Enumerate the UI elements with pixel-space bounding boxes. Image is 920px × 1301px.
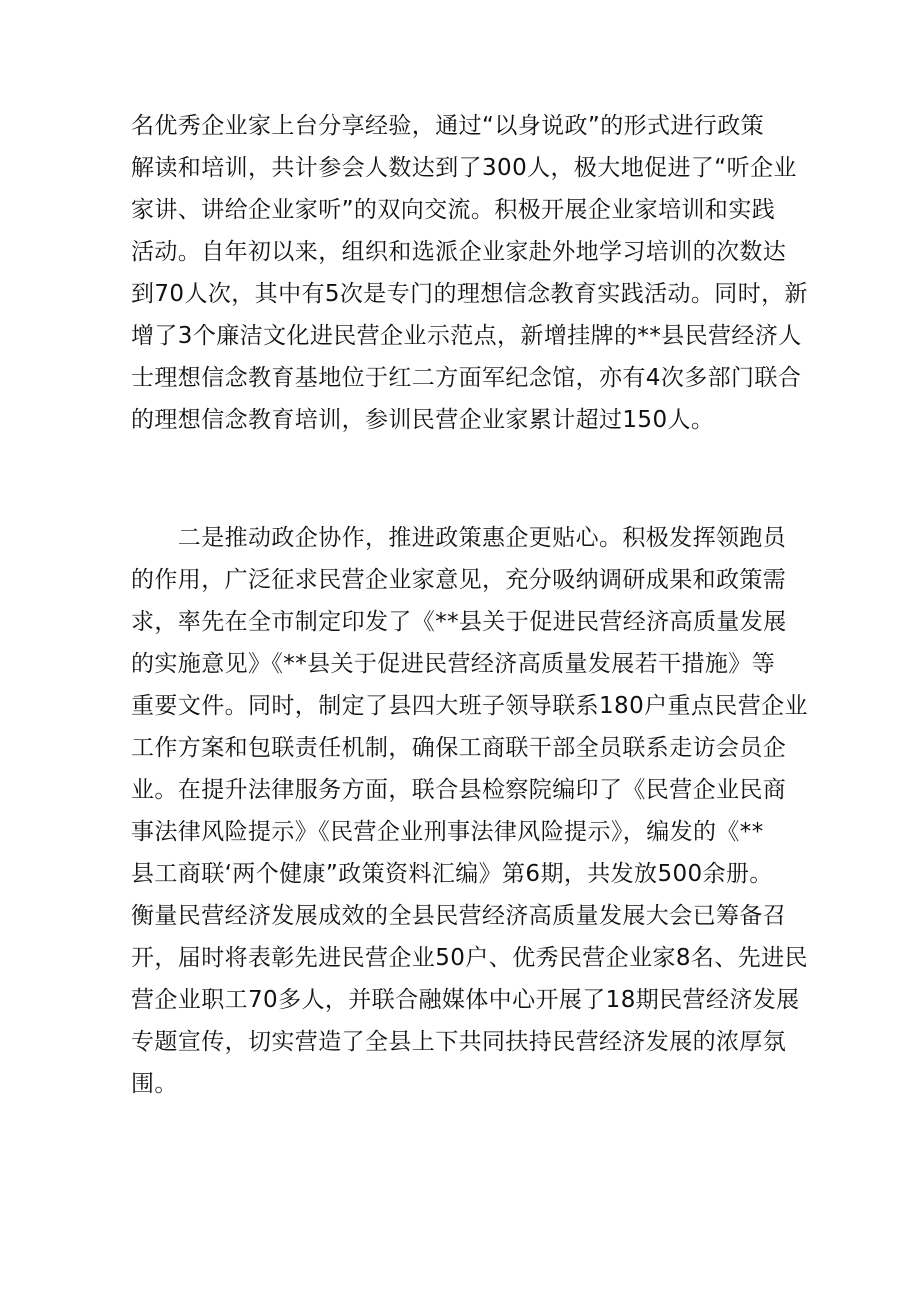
text-line: 县工商联‘两个健康”政策资料汇编》第6期，共发放500余册。 [131,861,773,887]
text-line: 活动。自年初以来，组织和选派企业家赴外地学习培训的次数达 [131,239,787,265]
text-line: 增了3个廉洁文化进民营企业示范点，新增挂牌的**县民营经济人 [131,323,802,349]
paragraph-2 [131,517,808,1105]
text-line: 事法律风险提示》《民营企业刑事法律风险提示》，编发的《** [131,819,764,845]
text-line: 营企业职工70多人，并联合融媒体中心开展了18期民营经济发展 [131,987,800,1013]
text-line: 的作用，广泛征求民营企业家意见，充分吸纳调研成果和政策需 [131,567,787,593]
text-line: 的理想信念教育培训，参训民营企业家累计超过150人。 [131,407,715,433]
paragraph-1 [131,105,808,441]
text-line: 业。在提升法律服务方面，联合县检察院编印了《民营企业民商 [131,777,787,803]
text-line: 士理想信念教育基地位于红二方面军纪念馆，亦有4次多部门联合 [131,365,802,391]
text-line: 衡量民营经济发展成效的全县民营经济高质量发展大会已筹备召 [131,903,787,929]
text-line: 重要文件。同时，制定了县四大班子领导联系180户重点民营企业 [131,693,808,719]
text-line: 家讲、讲给企业家听”的双向交流。积极开展企业家培训和实践 [131,197,776,223]
text-line: 开，届时将表彰先进民营企业50户、优秀民营企业家8名、先进民 [131,945,808,971]
text-line: 到70人次，其中有5次是专门的理想信念教育实践活动。同时，新 [131,281,808,307]
text-line: 围。 [131,1071,178,1097]
text-line: 求，率先在全市制定印发了《**县关于促进民营经济高质量发展 [131,609,787,635]
text-line: 工作方案和包联责任机制，确保工商联干部全员联系走访会员企 [131,735,787,761]
text-line: 二是推动政企协作，推进政策惠企更贴心。积极发挥领跑员 [131,525,787,551]
text-line: 专题宣传，切实营造了全县上下共同扶持民营经济发展的浓厚氛 [131,1029,787,1055]
text-line: 的实施意见》《**县关于促进民营经济高质量发展若干措施》等 [131,651,776,677]
text-line: 解读和培训，共计参会人数达到了300人，极大地促进了“听企业 [131,155,797,181]
text-line: 名优秀企业家上台分享经验，通过“以身说政”的形式进行政策 [131,113,765,139]
